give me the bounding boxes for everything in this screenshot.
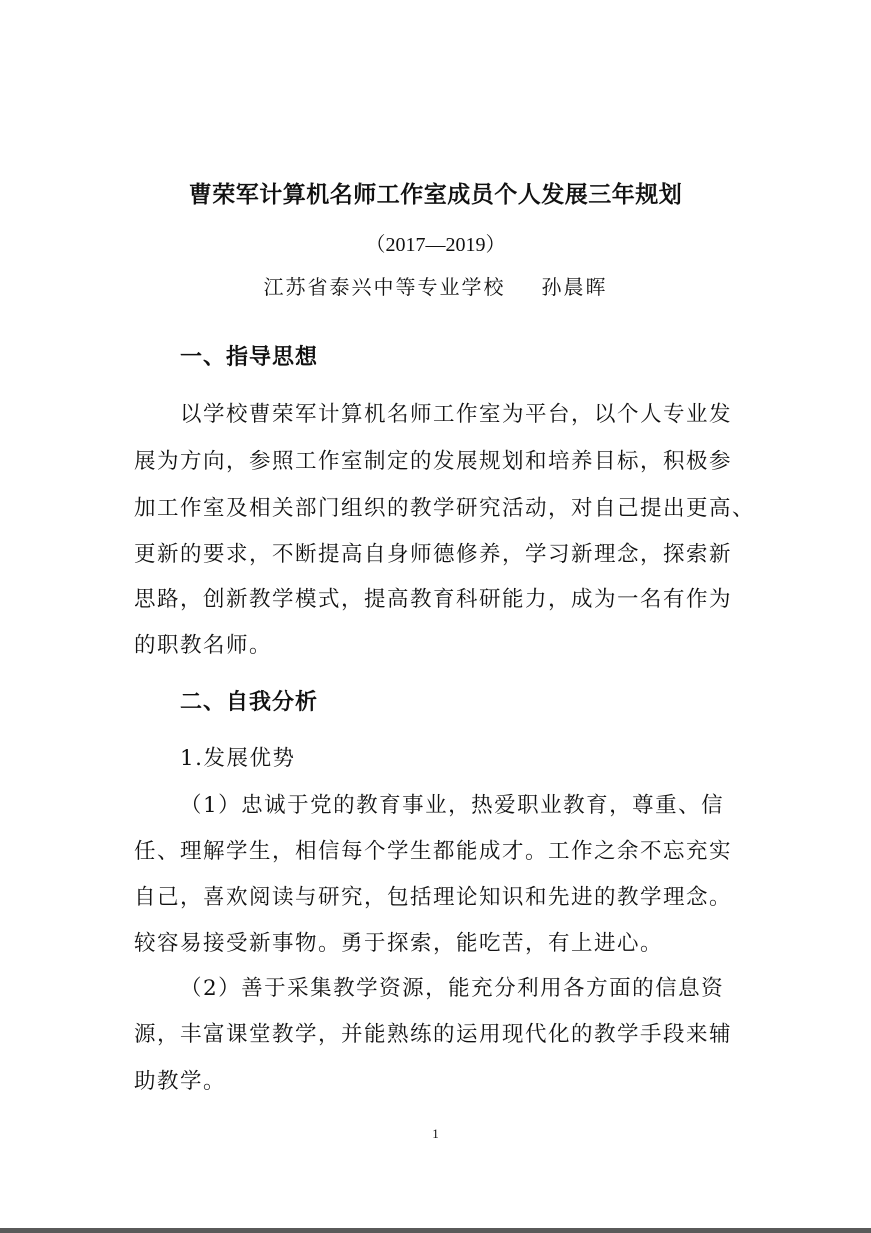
page-bottom-border [0, 1228, 871, 1233]
body-line: 任、理解学生，相信每个学生都能成才。工作之余不忘充实 [134, 839, 733, 864]
author-name: 孙晨晖 [541, 275, 608, 299]
body-line: 自己，喜欢阅读与研究，包括理论知识和先进的教学理念。 [134, 885, 733, 910]
section-heading-self-analysis: 二、自我分析 [180, 690, 319, 715]
body-line: （1）忠诚于党的教育事业，热爱职业教育，尊重、信 [180, 793, 725, 818]
body-line: 的职教名师。 [134, 633, 273, 658]
body-line: 思路，创新教学模式，提高教育科研能力，成为一名有作为 [134, 587, 733, 612]
body-line: 展为方向，参照工作室制定的发展规划和培养目标，积极参 [134, 449, 733, 474]
author-line [0, 271, 871, 300]
body-line: 加工作室及相关部门组织的教学研究活动，对自己提出更高、 [134, 496, 756, 521]
document-years: （2017—2019） [365, 234, 506, 256]
body-line: 较容易接受新事物。勇于探索，能吃苦，有上进心。 [134, 931, 664, 956]
body-line: 助教学。 [134, 1069, 227, 1094]
page-number: 1 [432, 1126, 439, 1141]
document-title: 曹荣军计算机名师工作室成员个人发展三年规划 [188, 182, 683, 208]
body-line: 以学校曹荣军计算机名师工作室为平台，以个人专业发 [180, 402, 733, 427]
author-school: 江苏省泰兴中等专业学校 [263, 275, 506, 299]
subsection-heading: 1.发展优势 [180, 746, 296, 771]
body-line: （2）善于采集教学资源，能充分利用各方面的信息资 [180, 976, 725, 1001]
body-line: 源，丰富课堂教学，并能熟练的运用现代化的教学手段来辅 [134, 1022, 733, 1047]
body-line: 更新的要求，不断提高自身师德修养，学习新理念，探索新 [134, 542, 733, 567]
section-heading-guiding-thought: 一、指导思想 [180, 345, 319, 370]
